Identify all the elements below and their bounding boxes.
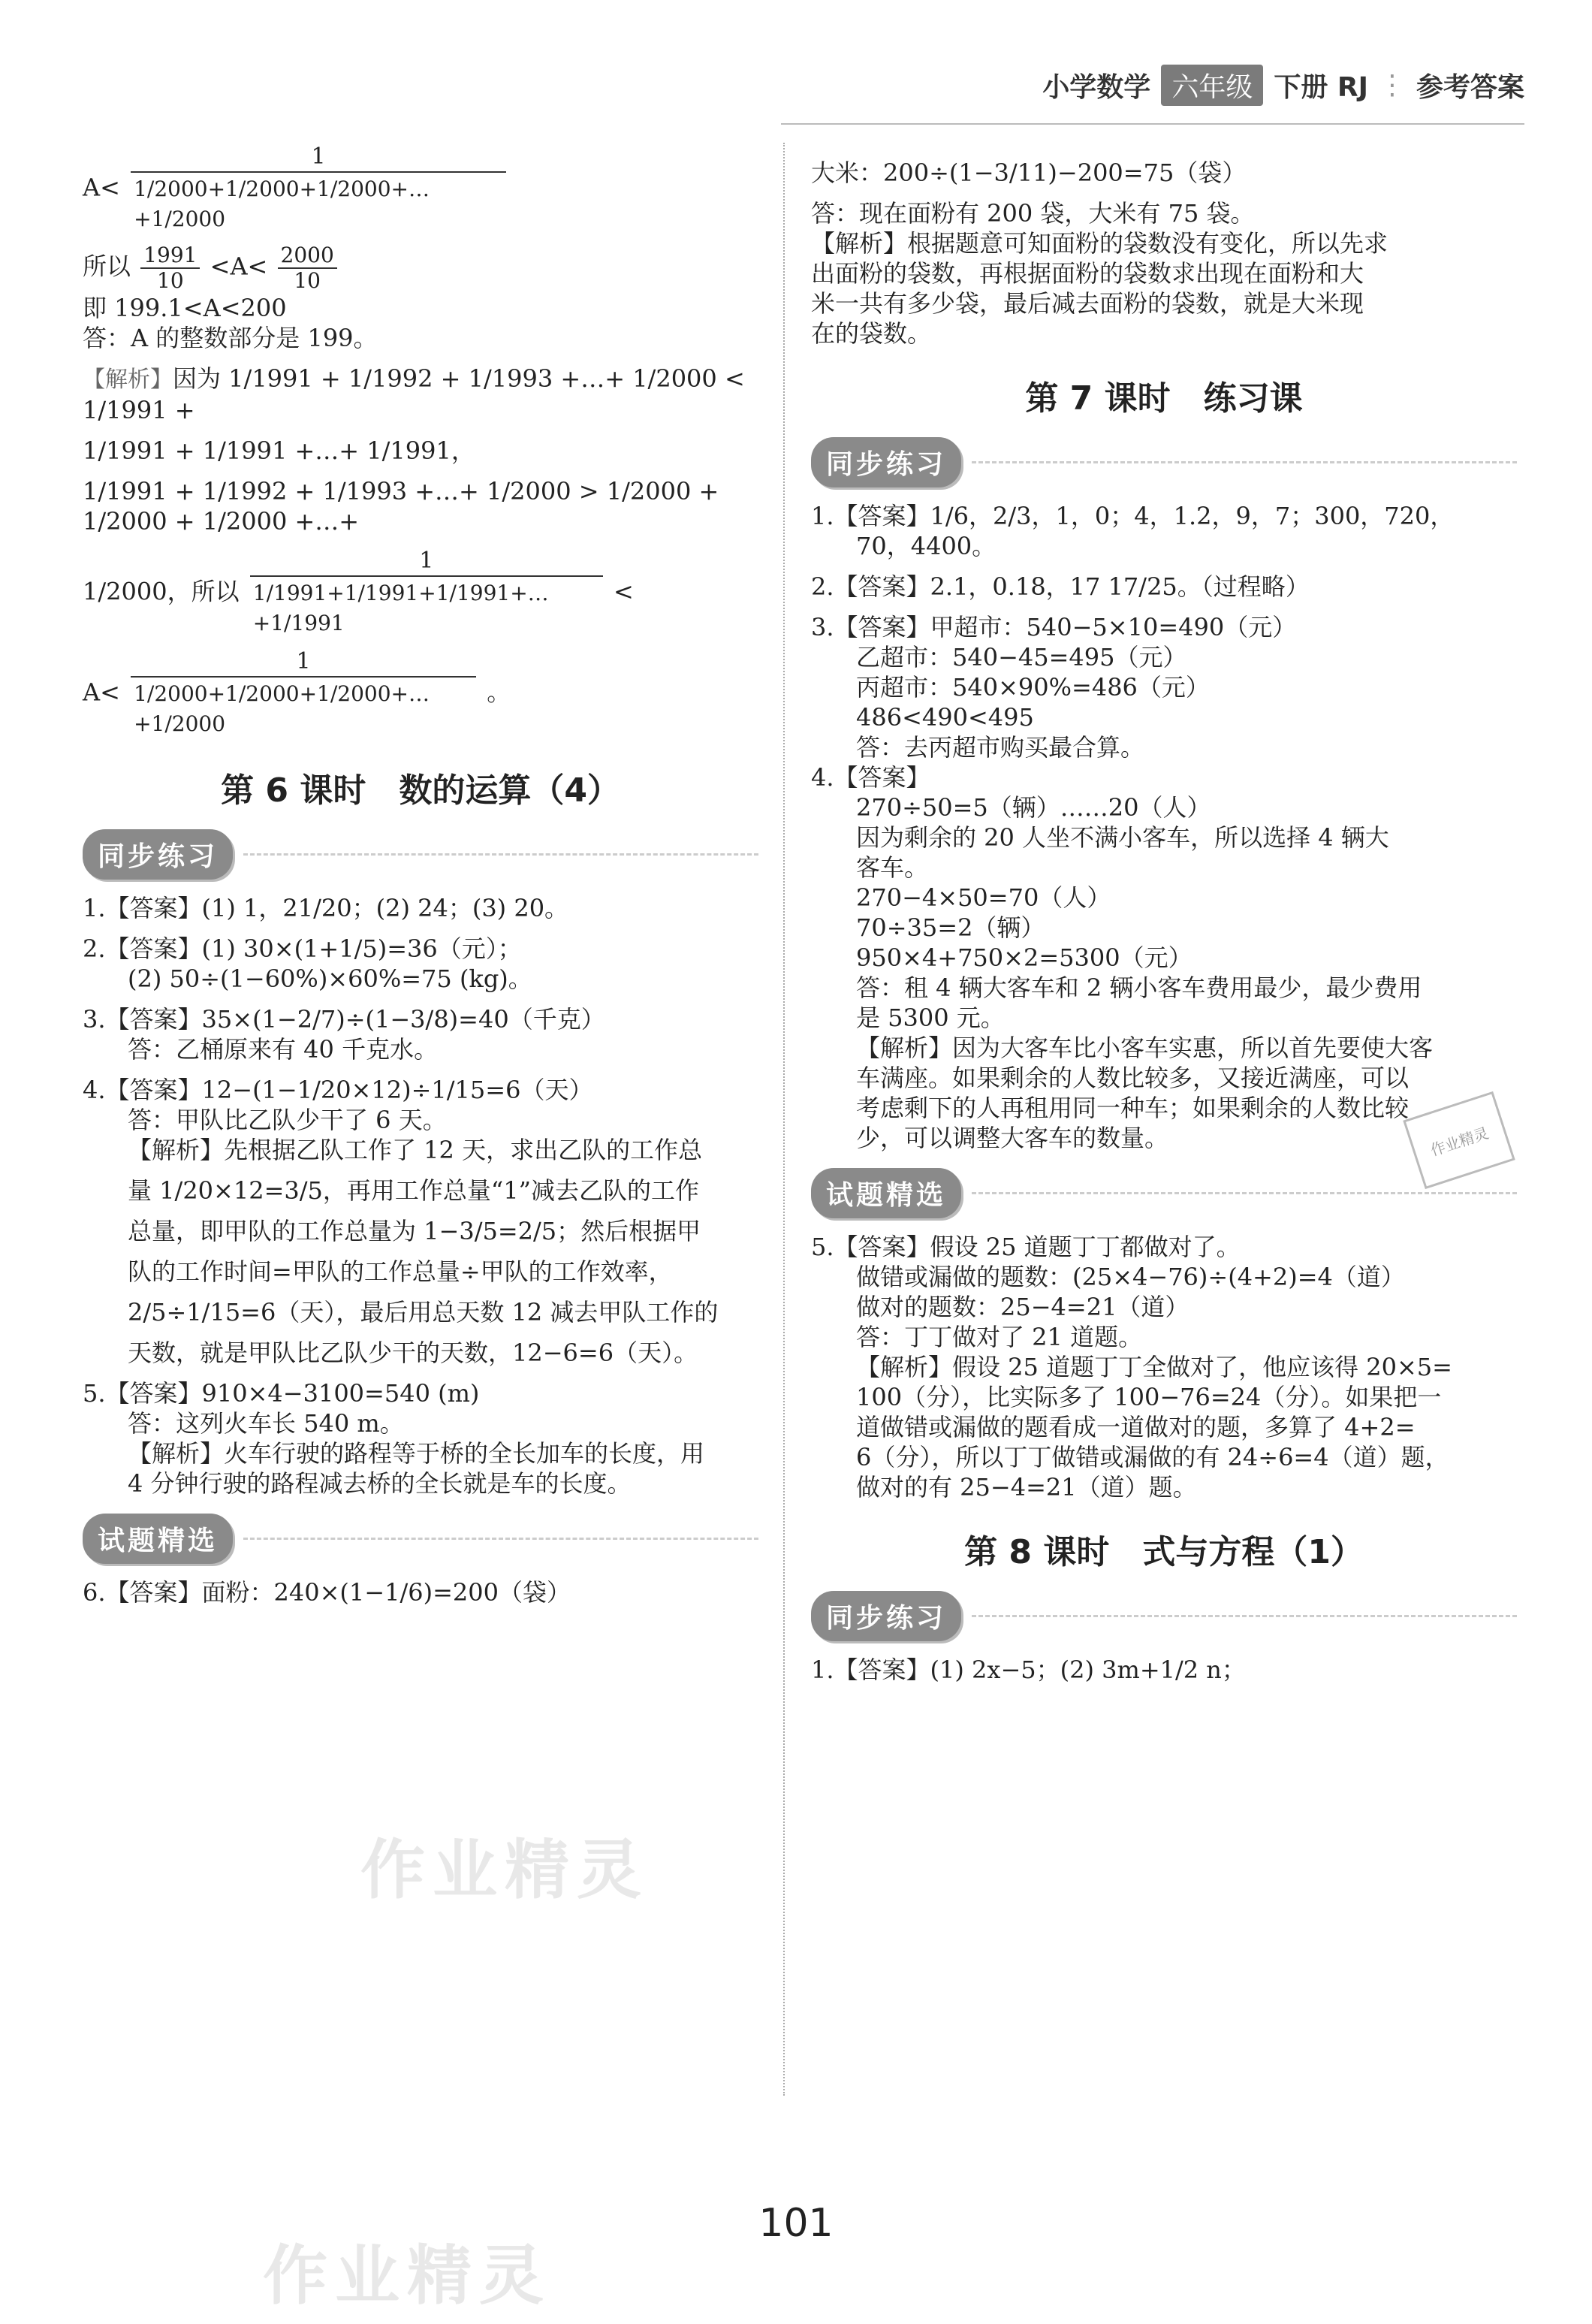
question-item: 答：这列火车长 540 m。 [128, 1409, 404, 1438]
analysis-line: 1/1991 + 1/1992 + 1/1993 +…+ 1/2000 > 1/2000 + 1/2000 + 1/2000 +…+ [83, 477, 719, 536]
analysis-line: 【解析】假设 25 道题丁丁全做对了，他应该得 20×5= [856, 1353, 1452, 1381]
analysis-line: 6（分），所以丁丁做错或漏做的有 24÷6=4（道）题， [856, 1443, 1449, 1471]
question-item: (2) 50÷(1−60%)×60%=75 (kg)。 [128, 964, 532, 993]
analysis-line: 考虑剩下的人再租用同一种车；如果剩余的人数比较 [856, 1094, 1410, 1122]
question-item: 2.【答案】2.1，0.18，17 17/25。（过程略） [811, 572, 1310, 601]
question-item: 3.【答案】甲超市：540−5×10=490（元） [811, 613, 1297, 641]
header-volume: 下册 RJ [1274, 71, 1368, 103]
analysis-line: 1/2000，所以 $\frac{1}{1/1991+1/1991+1/1991+\dots+1/1991}$ < [83, 548, 634, 635]
analysis-line: 【解析】因为 1/1991 + 1/1992 + 1/1993 +…+ 1/2000 < 1/1991 + [83, 364, 745, 424]
question-item: 270−4×50=70（人） [856, 883, 1111, 912]
question-item: 5.【答案】假设 25 道题丁丁都做对了。 [811, 1233, 1241, 1261]
answer-line: 答：现在面粉有 200 袋，大米有 75 袋。 [811, 199, 1255, 228]
analysis-line: 【解析】火车行驶的路程等于桥的全长加车的长度，用 [128, 1439, 705, 1468]
analysis-line: 2/5÷1/15=6（天），最后用总天数 12 减去甲队工作的 [128, 1298, 719, 1326]
analysis-line: 车满座。如果剩余的人数比较多，又接近满座，可以 [856, 1064, 1410, 1092]
analysis-line: 【解析】根据题意可知面粉的袋数没有变化，所以先求 [811, 229, 1388, 258]
section-badge: 同步练习 [83, 829, 758, 880]
answer-line: A< $\frac{1}{1/2000+1/2000+1/2000+\dots+1/2000}$ [83, 143, 758, 236]
question-item: 70÷35=2（辆） [856, 913, 1045, 942]
stamp-logo: 作业精灵 [1403, 1091, 1515, 1189]
question-item: 乙超市：540−45=495（元） [856, 643, 1187, 672]
analysis-line: 100（分），比实际多了 100−76=24（分）。如果把一 [856, 1383, 1442, 1411]
analysis-line: 4 分钟行驶的路程减去桥的全长就是车的长度。 [128, 1469, 632, 1498]
question-item: 做错或漏做的题数：(25×4−76)÷(4+2)=4（道） [856, 1263, 1405, 1291]
header-grade-badge: 六年级 [1161, 65, 1263, 106]
question-item: 270÷50=5（辆）……20（人） [856, 793, 1211, 822]
analysis-line: 米一共有多少袋，最后减去面粉的袋数，就是大米现 [811, 289, 1364, 318]
watermark: 作业精灵 [360, 1833, 649, 1908]
page-number: 101 [758, 2201, 834, 2246]
question-item: 答：丁丁做对了 21 道题。 [856, 1323, 1143, 1351]
header-rule [781, 123, 1524, 125]
header-section: 参考答案 [1416, 71, 1524, 103]
analysis-line: 在的袋数。 [811, 319, 932, 348]
question-item: 70，4400。 [856, 532, 997, 560]
header-separator: ⋮ [1378, 69, 1406, 101]
section-badge: 同步练习 [811, 437, 1517, 487]
question-item: 1.【答案】1/6，2/3，1，0；4，1.2，9，7；300，720， [811, 502, 1455, 530]
section-badge: 同步练习 [811, 1591, 1517, 1641]
question-item: 因为剩余的 20 人坐不满小客车，所以选择 4 辆大 [856, 823, 1389, 852]
analysis-line: 道做错或漏做的题看成一道做对的题，多算了 4+2= [856, 1413, 1416, 1441]
question-item: 1.【答案】(1) 1，21/20；(2) 24；(3) 20。 [83, 894, 569, 922]
header-subject: 小学数学 [1042, 71, 1151, 103]
right-column [811, 128, 1517, 1685]
column-divider [783, 143, 785, 2096]
analysis-line: 出面粉的袋数，再根据面粉的袋数求出现在面粉和大 [811, 259, 1364, 288]
question-item: 5.【答案】910×4−3100=540 (m) [83, 1379, 480, 1408]
analysis-line: 1/1991 + 1/1991 +…+ 1/1991， [83, 436, 475, 465]
analysis-line: 量 1/20×12=3/5，再用工作总量“1”减去乙队的工作 [128, 1176, 699, 1205]
question-item: 答：租 4 辆大客车和 2 辆小客车费用最少，最少费用 [856, 973, 1422, 1002]
question-item: 是 5300 元。 [856, 1004, 1005, 1032]
question-item: 950×4+750×2=5300（元） [856, 943, 1192, 972]
analysis-line: 【解析】因为大客车比小客车实惠，所以首先要使大客 [856, 1034, 1434, 1062]
watermark: 作业精灵 [263, 2238, 551, 2313]
answer-line: 大米：200÷(1−3/11)−200=75（袋） [811, 158, 1247, 187]
answer-line: 所以 $\frac{1991}{10}$ <A< $\frac{2000}{10}$ [83, 243, 758, 293]
left-column [83, 128, 758, 1607]
answer-line: 答：A 的整数部分是 199。 [83, 324, 378, 352]
analysis-line: A< $\frac{1}{1/2000+1/2000+1/2000+\dots+1/2000}$ 。 [83, 648, 511, 736]
page-header [1042, 59, 1524, 111]
answer-line: 即 199.1<A<200 [83, 294, 287, 322]
question-item: 486<490<495 [856, 703, 1034, 732]
question-item: 客车。 [856, 853, 929, 882]
question-item: 答：乙桶原来有 40 千克水。 [128, 1035, 439, 1064]
question-item: 2.【答案】(1) 30×(1+1/5)=36（元）； [83, 934, 522, 963]
question-item: 4.【答案】 [811, 763, 930, 792]
analysis-line: 队的工作时间=甲队的工作总量÷甲队的工作效率， [128, 1257, 673, 1286]
question-item: 丙超市：540×90%=486（元） [856, 673, 1210, 702]
analysis-line: 天数，就是甲队比乙队少干的天数，12−6=6（天）。 [128, 1339, 698, 1367]
question-item: 答：甲队比乙队少干了 6 天。 [128, 1106, 447, 1134]
analysis-line: 做对的有 25−4=21（道）题。 [856, 1473, 1197, 1502]
question-item: 3.【答案】35×(1−2/7)÷(1−3/8)=40（千克） [83, 1005, 605, 1034]
lesson-title: 第 6 课时 数的运算（4） [221, 771, 620, 810]
lesson-title: 第 8 课时 式与方程（1） [964, 1533, 1364, 1571]
analysis-line: 少，可以调整大客车的数量。 [856, 1124, 1169, 1152]
analysis-line: 【解析】先根据乙队工作了 12 天，求出乙队的工作总 [128, 1136, 703, 1164]
section-badge: 试题精选 [811, 1168, 1517, 1218]
lesson-title: 第 7 课时 练习课 [1025, 379, 1303, 418]
question-item: 做对的题数：25−4=21（道） [856, 1293, 1189, 1321]
question-item: 4.【答案】12−(1−1/20×12)÷1/15=6（天） [83, 1076, 593, 1104]
question-item: 答：去丙超市购买最合算。 [856, 733, 1145, 762]
question-item: 1.【答案】(1) 2x−5；(2) 3m+1/2 n； [811, 1655, 1246, 1684]
analysis-line: 总量，即甲队的工作总量为 1−3/5=2/5；然后根据甲 [128, 1217, 701, 1245]
question-item: 6.【答案】面粉：240×(1−1/6)=200（袋） [83, 1578, 571, 1607]
section-badge: 试题精选 [83, 1514, 758, 1564]
